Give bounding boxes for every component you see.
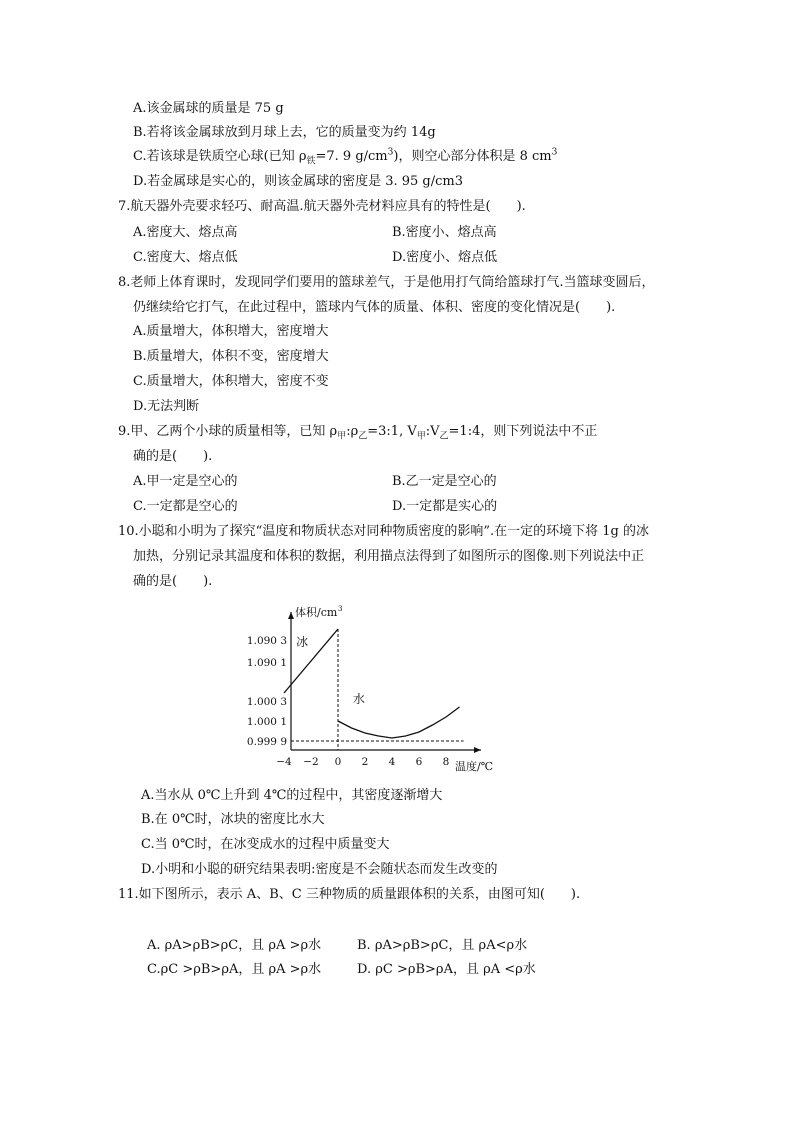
x-tick-label: 0 [334,756,342,768]
q9-text-5: =1:4，则下列说法中不正 [448,424,598,439]
y-axis-label: 体积/cm [295,606,338,619]
q9-option-b: B.乙一定是空心的 [392,474,497,489]
q7-option-d: D.密度小、熔点低 [392,250,498,265]
y-axis-arrow [288,612,294,619]
q7-stem: 7.航天器外壳要求轻巧、耐高温.航天器外壳材料应具有的特性是( ). [118,199,526,214]
q10-option-a: A.当水从 0℃上升到 4℃的过程中，其密度逐渐增大 [141,788,443,803]
y-axis-label-sup: 3 [338,605,343,613]
q7-option-b: B.密度小、熔点高 [392,225,497,240]
x-tick-label: −2 [303,756,319,768]
q9-option-d: D.一定都是实心的 [392,499,498,514]
q11-option-b: B. ρA>ρB>ρC，且 ρA<ρ水 [357,938,528,953]
q6-option-b: B.若将该金属球放到月球上去，它的质量变为约 14g [133,125,436,140]
q8-stem-line-1: 8.老师上体育课时，发现同学们要用的篮球差气，于是他用打气筒给篮球打气.当篮球变圆后， [118,275,655,290]
q6-c-sup: 3 [387,147,394,158]
series-ice-line [284,629,338,693]
q6-option-d: D.若金属球是实心的，则该金属球的密度是 3. 95 g/cm3 [133,174,464,189]
q6-option-c [133,148,557,166]
q10-stem-line-1: 10.小聪和小明为了探究“温度和物质状态对同种物质密度的影响”.在一定的环境下将 1g 的冰 [118,524,649,539]
q9-text-4: :V [425,424,440,439]
q10-option-b: B.在 0℃时，冰块的密度比水大 [141,812,325,827]
q10-option-d: D.小明和小聪的研究结果表明:密度是不会随状态而发生改变的 [141,862,498,877]
q10-stem-line-3: 确的是( ). [133,574,213,589]
q9-text-2: :ρ [346,424,359,439]
q8-option-a: A.质量增大，体积增大，密度增大 [133,324,329,339]
y-tick-label: 1.000 1 [246,716,287,728]
series-water-line [338,707,460,738]
q7-option-c: C.密度大、熔点低 [133,250,238,265]
q9-sub-jia: 甲 [337,431,347,442]
q11-option-a: A. ρA>ρB>ρC，且 ρA >ρ水 [147,938,322,953]
q10-option-c: C.当 0℃时，在冰变成水的过程中质量变大 [141,837,390,852]
q6-c-text-1: C.若该球是铁质空心球(已知 ρ [133,149,307,164]
x-axis-label: 温度/℃ [455,760,494,773]
y-tick-label: 1.000 3 [246,696,287,708]
x-tick-label: 2 [361,756,369,768]
x-tick-label: 4 [388,756,396,768]
q9-option-c: C.一定都是空心的 [133,499,238,514]
x-axis-arrow [474,747,481,753]
q9-stem-line-1 [118,423,597,441]
y-tick-label: 1.090 3 [246,635,287,647]
q8-option-b: B.质量增大，体积不变，密度增大 [133,349,329,364]
x-tick-label: 6 [415,756,423,768]
q9-sub-yi: 乙 [358,431,368,442]
q9-stem-line-2: 确的是( ). [133,449,213,464]
q10-stem-line-2: 加热，分别记录其温度和体积的数据，利用描点法得到了如图所示的图像.则下列说法中正 [133,549,645,564]
q9-text-1: 9.甲、乙两个小球的质量相等，已知 ρ [118,424,338,439]
q6-c-sub: 铁 [306,156,316,167]
x-tick-label: 8 [442,756,450,768]
q9-sub-yi-2: 乙 [439,431,449,442]
series-water-label: 水 [352,692,365,706]
q7-option-a: A.密度大、熔点高 [133,225,238,240]
x-tick-label: −4 [276,756,292,768]
y-tick-label: 1.090 1 [246,657,287,669]
q6-option-a: A.该金属球的质量是 75 g [133,101,284,116]
series-ice-label: 冰 [296,635,309,649]
q9-option-a: A.甲一定是空心的 [133,474,238,489]
q9-sub-jia-2: 甲 [416,431,426,442]
q8-option-d: D.无法判断 [133,399,200,414]
q6-c-sup-2: 3 [551,147,558,158]
q11-option-c: C.ρC >ρB>ρA，且 ρA >ρ水 [147,962,322,977]
q6-c-text-3: )，则空心部分体积是 8 cm [393,149,552,164]
ice-water-volume-chart [236,600,526,775]
q11-option-d: D. ρC >ρB>ρA，且 ρA <ρ水 [357,962,536,977]
q6-c-text-2: =7. 9 g/cm [315,149,388,164]
q8-stem-line-2: 仍继续给它打气，在此过程中，篮球内气体的质量、体积、密度的变化情况是( ). [133,300,616,315]
q11-stem: 11.如下图所示，表示 A、B、C 三种物质的质量跟体积的关系，由图可知( ). [118,887,581,902]
q9-text-3: =3:1, V [367,424,417,439]
q8-option-c: C.质量增大，体积增大，密度不变 [133,374,329,389]
y-tick-label: 0.999 9 [246,736,287,748]
